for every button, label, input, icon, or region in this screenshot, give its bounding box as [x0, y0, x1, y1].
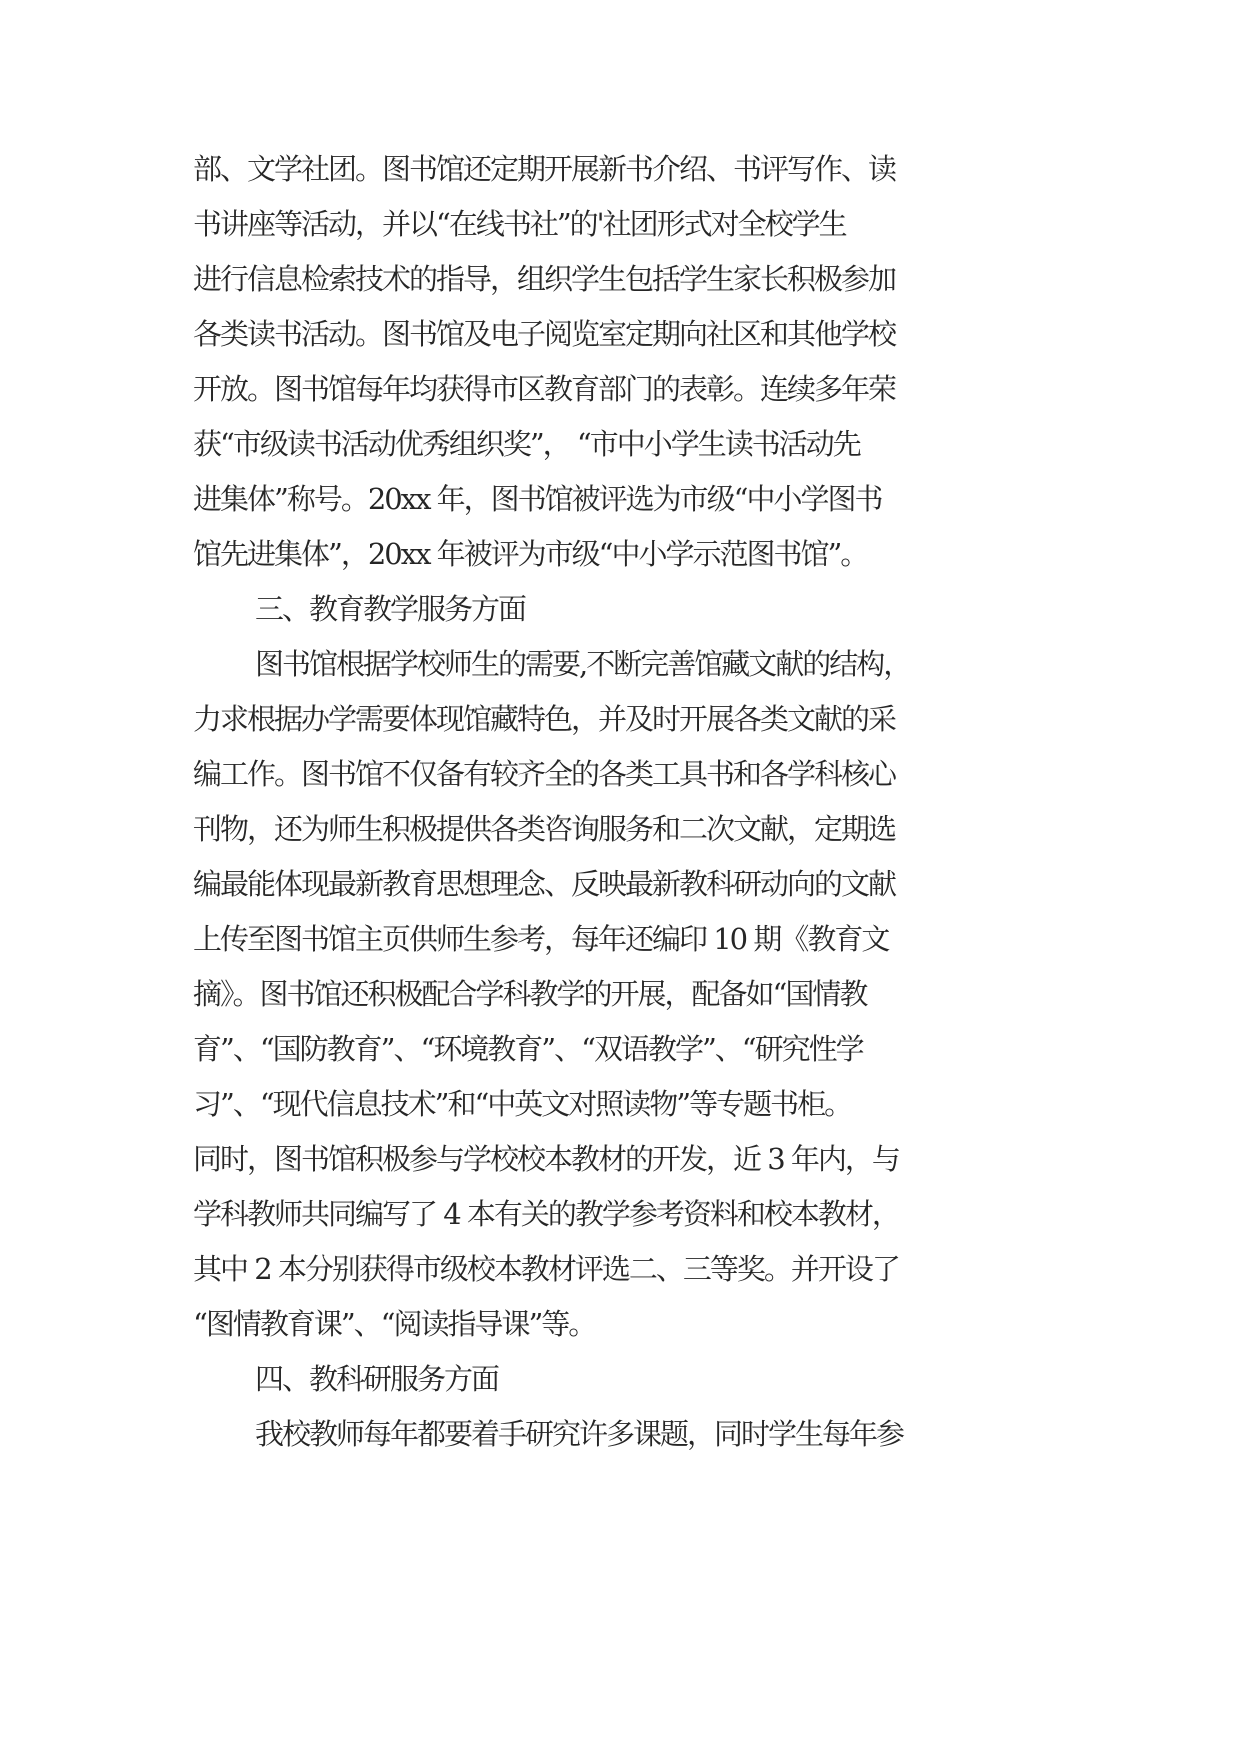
text-line: 各类读书活动。图书馆及电子阅览室定期向社区和其他学校	[193, 317, 896, 351]
text-line: 刊物，还为师生积极提供各类咨询服务和二次文献，定期选	[193, 812, 896, 846]
text-line: 摘》。图书馆还积极配合学科教学的开展，配备如“国情教	[193, 977, 867, 1011]
paragraph-first-line: 图书馆根据学校师生的需要,不断完善馆藏文献的结构，	[255, 647, 911, 681]
text-line: 力求根据办学需要体现馆藏特色，并及时开展各类文献的采	[193, 702, 896, 736]
section-heading: 四、教科研服务方面	[255, 1362, 499, 1396]
text-line: 馆先进集体”，20xx 年被评为市级“中小学示范图书馆”。	[193, 537, 868, 571]
text-line: 开放。图书馆每年均获得市区教育部门的表彰。连续多年荣	[193, 372, 896, 406]
text-line: 编工作。图书馆不仅备有较齐全的各类工具书和各学科核心	[193, 757, 896, 791]
text-line: 其中 2 本分别获得市级校本教材评选二、三等奖。并开设了	[193, 1252, 899, 1286]
text-line: “图情教育课”、“阅读指导课”等。	[193, 1307, 596, 1341]
text-line: 进行信息检索技术的指导，组织学生包括学生家长积极参加	[193, 262, 896, 296]
text-line: 习”、“现代信息技术”和“中英文对照读物”等专题书柜。	[193, 1087, 852, 1121]
text-line: 获“市级读书活动优秀组织奖”， “市中小学生读书活动先	[193, 427, 860, 461]
text-line: 育”、“国防教育”、“环境教育”、“双语教学”、“研究性学	[193, 1032, 863, 1066]
text-line: 书讲座等活动，并以“在线书社”的'社团形式对全校学生	[193, 207, 846, 241]
text-line: 上传至图书馆主页供师生参考，每年还编印 10 期《教育文	[193, 922, 889, 956]
text-line: 进集体”称号。20xx 年，图书馆被评选为市级“中小学图书	[193, 482, 882, 516]
paragraph-first-line: 我校教师每年都要着手研究许多课题，同时学生每年参	[255, 1417, 904, 1451]
text-line: 编最能体现最新教育思想理念、反映最新教科研动向的文献	[193, 867, 896, 901]
text-line: 学科教师共同编写了 4 本有关的教学参考资料和校本教材，	[193, 1197, 899, 1231]
text-line: 同时，图书馆积极参与学校校本教材的开发，近 3 年内，与	[193, 1142, 899, 1176]
text-line: 部、文学社团。图书馆还定期开展新书介绍、书评写作、读	[193, 152, 896, 186]
section-heading: 三、教育教学服务方面	[255, 592, 526, 626]
